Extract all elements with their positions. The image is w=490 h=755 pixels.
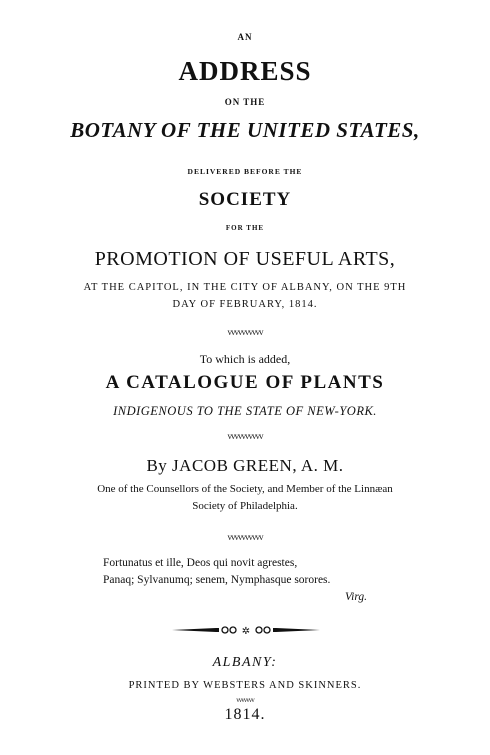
ornament-rule-4: vvvvvvv [236, 696, 254, 704]
added-line: To which is added, [199, 352, 291, 366]
year-line: 1814. [224, 706, 266, 723]
heading-delivered: DELIVERED BEFORE THE [187, 167, 303, 176]
place-line: ALBANY: [212, 655, 278, 670]
rule-ornament-o3 [256, 627, 262, 633]
motto-line-1: Fortunatus et ille, Deos qui novit agrestes, [103, 557, 298, 569]
motto-line-2: Panaq; Sylvanumq; senem, Nymphasque sorores. [103, 574, 331, 586]
rule-left-bar [216, 628, 219, 632]
rule-right-bar [273, 628, 276, 632]
heading-an: AN [237, 32, 253, 42]
heading-catalogue: A CATALOGUE OF PLANTS [105, 372, 385, 393]
capitol-line-2: DAY OF FEBRUARY, 1814. [172, 299, 318, 310]
capitol-line-1: AT THE CAPITOL, IN THE CITY OF ALBANY, ON THE 9TH [83, 282, 407, 293]
ornament-rule-2: vvvvvvvvvv [227, 431, 263, 441]
rule-ornament-o2 [230, 627, 236, 633]
rule-left-taper [172, 628, 216, 632]
rule-right-taper [276, 628, 320, 632]
heading-society: SOCIETY [198, 189, 292, 210]
author-line: By JACOB GREEN, A. M. [146, 456, 344, 475]
rule-ornament-star: ✲ [241, 626, 251, 637]
printer-line: PRINTED BY WEBSTERS AND SKINNERS. [128, 680, 362, 691]
heading-indigenous: INDIGENOUS TO THE STATE OF NEW-YORK. [113, 404, 377, 418]
motto-attribution: Virg. [345, 591, 368, 603]
heading-address: ADDRESS [178, 56, 312, 86]
ornament-rule-3: vvvvvvvvvv [227, 532, 263, 542]
ornament-rule-1: vvvvvvvvvv [227, 327, 263, 337]
ornamental-rule [172, 623, 320, 637]
heading-botany: BOTANY OF THE UNITED STATES, [70, 118, 420, 142]
counsellor-line-1: One of the Counsellors of the Society, and Member of the Linnæan [97, 483, 393, 495]
rule-ornament-o1 [222, 627, 228, 633]
counsellor-line-2: Society of Philadelphia. [192, 500, 298, 512]
heading-promotion: PROMOTION OF USEFUL ARTS, [94, 248, 396, 270]
rule-ornament-o4 [264, 627, 270, 633]
heading-for-the: FOR THE [225, 224, 265, 232]
heading-on-the: ON THE [224, 97, 266, 107]
